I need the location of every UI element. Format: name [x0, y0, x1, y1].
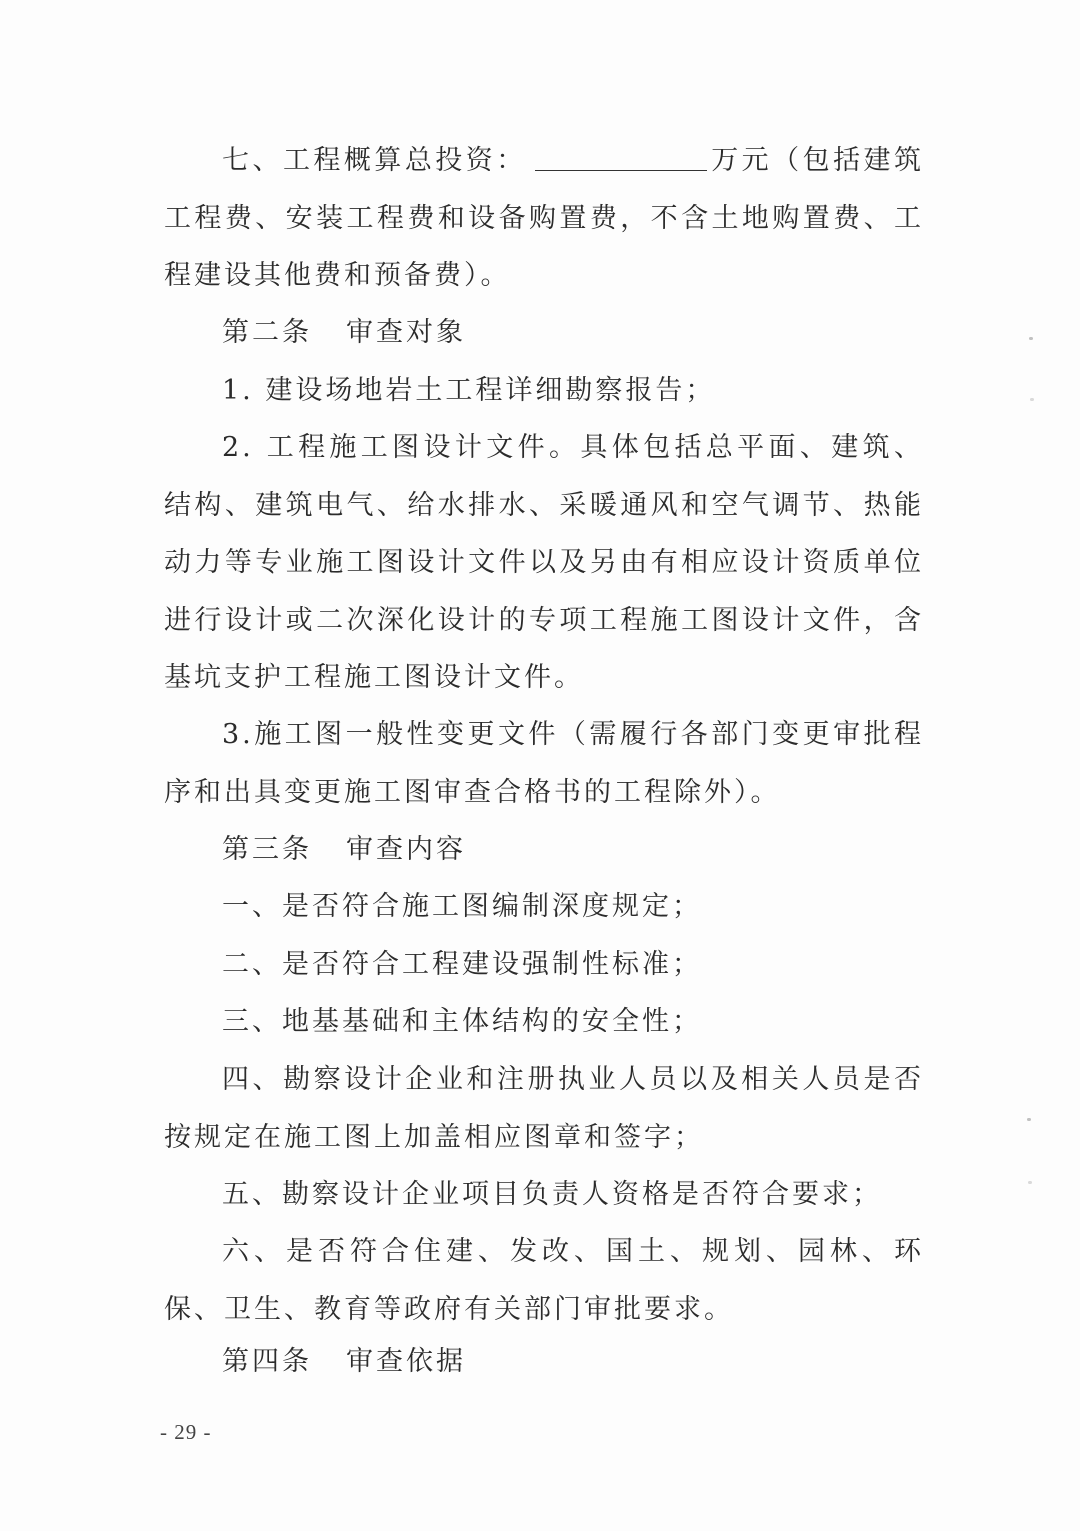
article-3-title: 审查内容 [346, 834, 466, 865]
page-number: - 29 - [160, 1420, 212, 1444]
investment-fill-blank [535, 169, 707, 171]
article-2-heading [164, 304, 924, 362]
article-2-item-3: 3.施工图一般性变更文件（需履行各部门变更审批程序和出具变更施工图审查合格书的工程除外）。 [164, 719, 924, 808]
scan-speck [1030, 398, 1034, 401]
item-7-text-start: 七、工程概算总投资： [222, 145, 527, 176]
article-3-item-3: 三、地基基础和主体结构的安全性； [222, 1006, 702, 1037]
article-2-item-2: 2. 工程施工图设计文件。具体包括总平面、建筑、结构、建筑电气、给水排水、采暖通风和空气调节、热能动力等专业施工图设计文件以及另由有相应设计资质单位进行设计或二次深化设计的专项工程施工图设计文件，含基坑支护工程施工图设计文件。 [164, 432, 924, 693]
scan-speck [1028, 1181, 1032, 1184]
scan-speck [1027, 1118, 1031, 1121]
article-3-item-4: 四、勘察设计企业和注册执业人员以及相关人员是否按规定在施工图上加盖相应图章和签字； [164, 1064, 924, 1153]
article-2-label: 第二条 [222, 317, 312, 348]
article-2-item-1: 1. 建设场地岩土工程详细勘察报告； [222, 375, 716, 406]
paragraph-item-7 [164, 132, 924, 305]
article-3-item-1: 一、是否符合施工图编制深度规定； [222, 891, 702, 922]
scan-speck [1029, 337, 1033, 340]
article-3-heading [164, 821, 924, 879]
article-4-title: 审查依据 [346, 1346, 466, 1377]
article-3-item-6: 六、是否符合住建、发改、国土、规划、园林、环保、卫生、教育等政府有关部门审批要求。 [164, 1236, 924, 1325]
item-7-text-end: 万元（包括建筑工程费、安装工程费和设备购置费，不含土地购置费、工程建设其他费和预备费）。 [164, 145, 925, 291]
article-4-label: 第四条 [222, 1346, 312, 1377]
article-3-item-5: 五、勘察设计企业项目负责人资格是否符合要求； [222, 1179, 882, 1210]
article-2-title: 审查对象 [346, 317, 466, 348]
article-3-item-2: 二、是否符合工程建设强制性标准； [222, 949, 702, 980]
article-3-label: 第三条 [222, 834, 312, 865]
article-4-heading [164, 1333, 924, 1391]
